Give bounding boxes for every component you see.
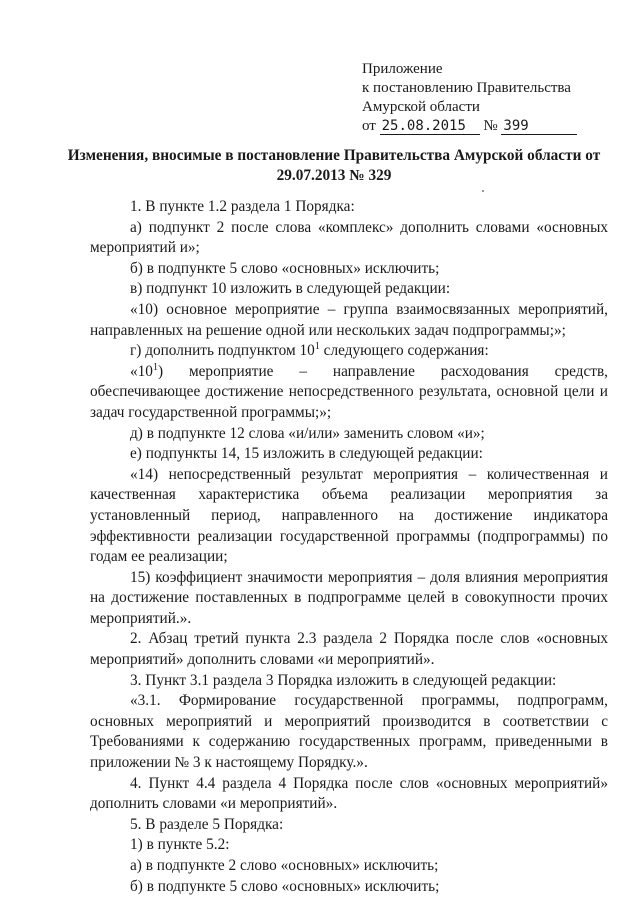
appendix-date-number-line (362, 117, 577, 136)
paragraph: 5. В разделе 5 Порядка: (130, 815, 284, 833)
appendix-line-1: Приложение (362, 61, 443, 77)
paragraph (90, 341, 608, 362)
paragraph: 4. Пункт 4.4 раздела 4 Порядка после слов «основных мероприятий» дополнить словами «и мероприятий». (90, 774, 608, 813)
scan-speck (482, 190, 484, 192)
paragraph: е) подпункты 14, 15 изложить в следующей редакции: (130, 445, 483, 463)
paragraph: «10) основное мероприятие – группа взаимосвязанных мероприятий, направленных на решение одной или нескольких задач подпрограммы;»; (90, 300, 608, 339)
paragraph: в) подпункт 10 изложить в следующей редакции: (130, 280, 451, 298)
document-title: Изменения, вносимые в постановление Правительства Амурской области от 29.07.2013 № 329 (67, 147, 601, 184)
superscript: 1 (314, 341, 320, 353)
paragraph: б) в подпункте 5 слово «основных» исключить; (130, 259, 440, 277)
from-label: от (362, 118, 376, 134)
appendix-block (362, 60, 577, 136)
text-segment: «10 (130, 362, 153, 380)
paragraph: а) в подпункте 2 слово «основных» исключить; (130, 857, 439, 874)
superscript: 1 (152, 361, 158, 373)
appendix-line-3: Амурской области (362, 99, 480, 115)
paragraph: «14) непосредственный результат мероприятия – количественная и качественная характеристика объема реализации мероприятия за установленный период, направленного на достижение индикатора эффективности реализации государственной программы (подпрограммы) по годам ее реализации; (90, 465, 608, 566)
paragraph: а) подпункт 2 после слова «комплекс» дополнить словами «основных мероприятий и»; (90, 218, 608, 257)
text-segment: ) мероприятие – направление расходования средств, обеспечивающее достижение непосредственного результата, основной цели и задач государственной программы;»; (90, 362, 608, 421)
paragraph: «3.1. Формирование государственной программы, подпрограмм, основных мероприятий и мероприятий производится в соответствии с Требованиями к содержанию государственных программ, приведенными в приложении № 3 к настоящему Порядку.». (90, 692, 608, 772)
paragraph: 1) в пункте 5.2: (130, 836, 230, 854)
paragraph: 2. Абзац третий пункта 2.3 раздела 2 Порядка после слов «основных мероприятий» дополнить словами «и мероприятий». (90, 630, 608, 669)
number-label: № (483, 118, 498, 134)
text-segment: следующего содержания: (319, 342, 489, 360)
handwritten-date: 25.08.2015 (380, 118, 480, 135)
paragraph: 1. В пункте 1.2 раздела 1 Порядка: (130, 198, 355, 215)
paragraph: 3. Пункт 3.1 раздела 3 Порядка изложить в следующей редакции: (130, 671, 557, 689)
paragraph: б) в подпункте 5 слово «основных» исключить; (130, 877, 440, 895)
paragraph: д) в подпункте 12 слова «и/или» заменить словом «и»; (130, 424, 485, 442)
appendix-line-2: к постановлению Правительства (362, 80, 571, 96)
document-body (90, 197, 608, 897)
paragraph (90, 362, 608, 424)
text-segment: г) дополнить подпунктом 10 (130, 342, 315, 360)
handwritten-number: 399 (501, 118, 577, 135)
paragraph: 15) коэффициент значимости мероприятия – доля влияния мероприятия на достижение поставленных в подпрограмме целей в совокупности прочих мероприятий.». (90, 568, 608, 627)
